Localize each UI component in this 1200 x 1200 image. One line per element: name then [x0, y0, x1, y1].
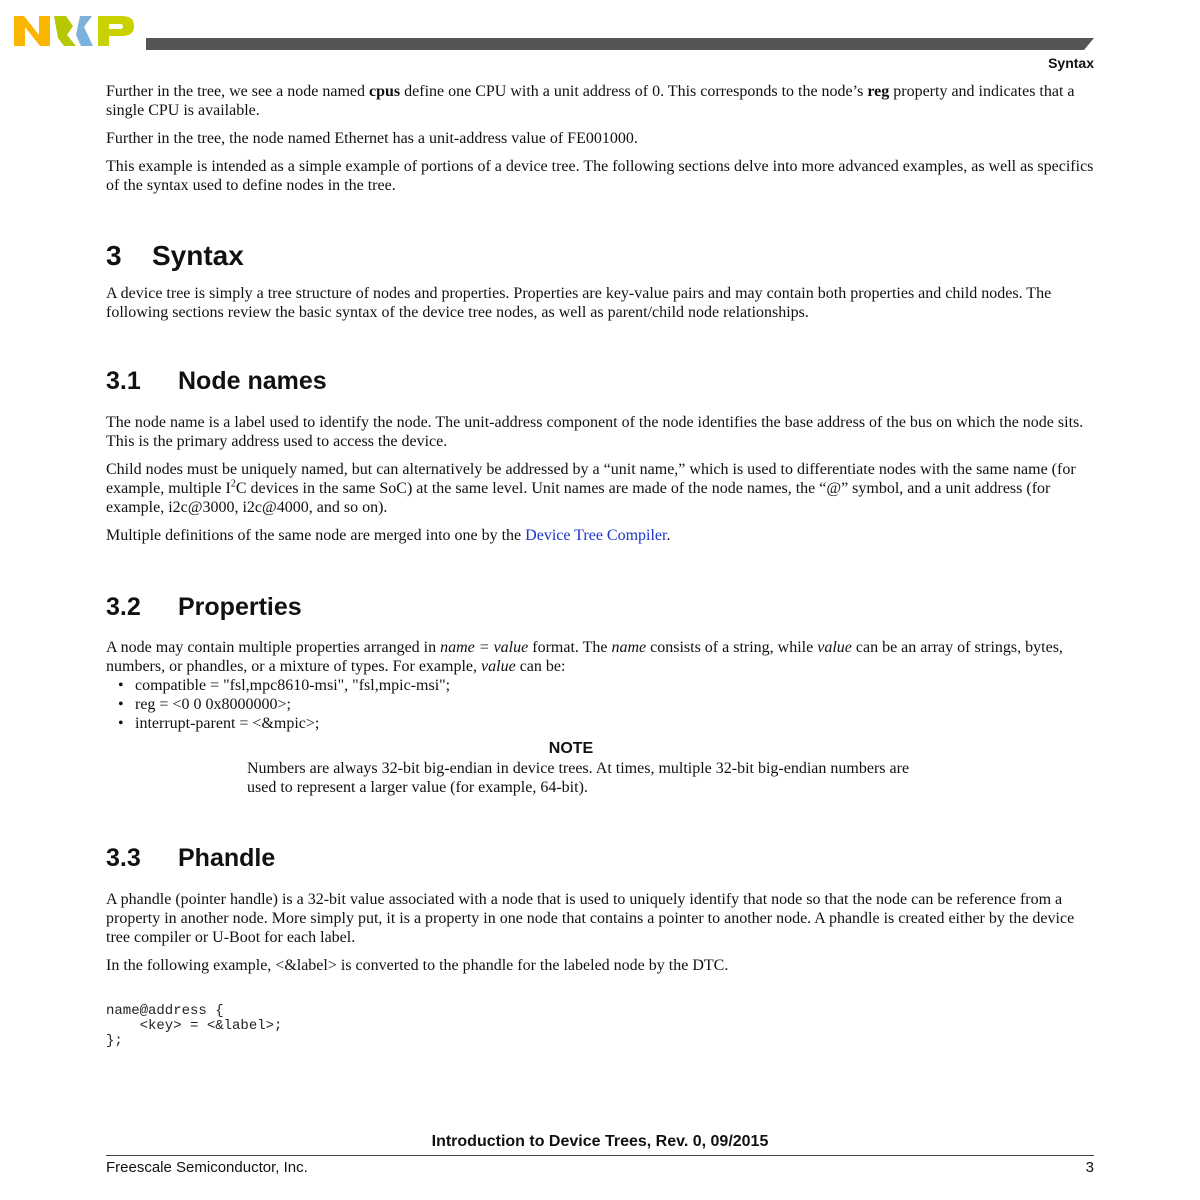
section-heading-properties — [106, 592, 1096, 622]
code-example: name@address { <key> = <&label>; }; — [106, 1003, 283, 1049]
header-bar — [146, 38, 1094, 50]
section-title: Phandle — [178, 844, 276, 872]
section-heading-node-names — [106, 366, 1096, 396]
page-content — [106, 82, 1096, 1049]
phandle-paragraph-1: A phandle (pointer handle) is a 32-bit value associated with a node that is used to uniquely identify that node so that the node can be reference from a property in another node. More simply put, it is a property in one node that contains a pointer to another node. A phandle is created either by the device tree compiler or U-Boot for each label. — [106, 891, 1075, 946]
section-title: Node names — [178, 367, 327, 395]
section-number: 3 — [106, 240, 122, 271]
note-title: NOTE — [548, 740, 594, 757]
section-heading-phandle — [106, 843, 1096, 873]
node-names-paragraph-2: Child nodes must be uniquely named, but can alternatively be addressed by a “unit name,” which is used to differentiate nodes with the same name (for example, multiple $I^2C$ devices in the same SoC) at the same level. Unit names are made of the node names, the “@” symbol, and a unit address (for example, i2c@3000, i2c@4000, and so on). — [106, 461, 1076, 516]
note-body: Numbers are always 32-bit big-endian in device trees. At times, multiple 32-bit big-endian numbers are used to represent a larger value (for example, 64-bit). — [247, 760, 910, 796]
list-item: • interrupt-parent = <&mpic>; — [135, 714, 1096, 733]
list-item: • compatible = "fsl,mpc8610-msi", "fsl,mpic-msi"; — [135, 676, 1096, 695]
intro-paragraph-example: This example is intended as a simple example of portions of a device tree. The following sections delve into more advanced examples, as well as specifics of the syntax used to define nodes in the tree. — [106, 158, 1094, 194]
node-names-paragraph-1: The node name is a label used to identify the node. The unit-address component of the node identifies the base address of the bus on which the node sits. This is the primary address used to access the device. — [106, 414, 1084, 450]
footer-divider — [106, 1155, 1094, 1156]
property-example-list — [106, 676, 1096, 733]
intro-paragraph-cpus: Further in the tree, we see a node named cpus define one CPU with a unit address of 0. This corresponds to the node’s reg property and indicates that a single CPU is available. — [106, 83, 1075, 119]
footer-document-title: Introduction to Device Trees, Rev. 0, 09/2015 — [431, 1133, 769, 1150]
syntax-paragraph: A device tree is simply a tree structure of nodes and properties. Properties are key-value pairs and may contain both properties and child nodes. The following sections review the basic syntax of the device tree nodes, as well as parent/child node relationships. — [106, 285, 1052, 321]
properties-paragraph: A node may contain multiple properties arranged in name = value format. The name consists of a string, while value can be an array of strings, bytes, numbers, or phandles, or a mixture of types. For example, value can be: — [106, 639, 1063, 675]
node-names-paragraph-3: Multiple definitions of the same node are merged into one by the Device Tree Compiler. — [106, 527, 671, 544]
intro-paragraph-ethernet: Further in the tree, the node named Ethernet has a unit-address value of FE001000. — [106, 130, 638, 147]
section-number: 3.2 — [106, 593, 141, 621]
device-tree-compiler-link[interactable]: Device Tree Compiler — [525, 527, 667, 544]
section-title: Syntax — [152, 240, 244, 271]
footer-company: Freescale Semiconductor, Inc. — [106, 1159, 308, 1176]
page-number: 3 — [1085, 1159, 1094, 1176]
running-header: Syntax — [1048, 55, 1094, 71]
section-number: 3.1 — [106, 367, 141, 395]
section-heading-syntax — [106, 240, 1096, 272]
phandle-paragraph-2: In the following example, <&label> is converted to the phandle for the labeled node by the DTC. — [106, 957, 729, 974]
list-item: • reg = <0 0 0x8000000>; — [135, 695, 1096, 714]
nxp-logo — [14, 13, 136, 49]
section-number: 3.3 — [106, 844, 141, 872]
section-title: Properties — [178, 593, 302, 621]
